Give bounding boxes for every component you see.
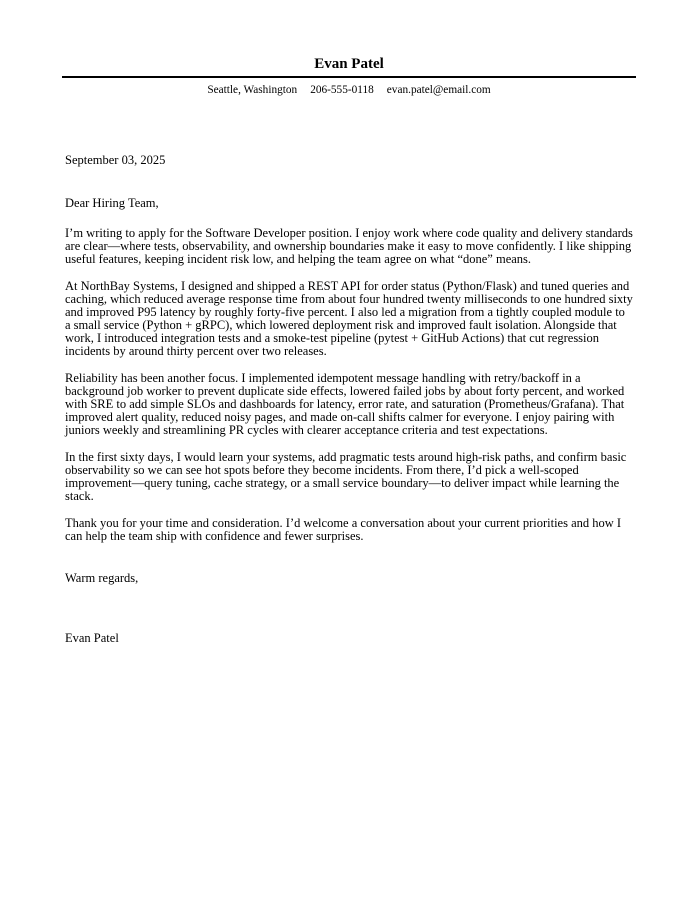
sender-name: Evan Patel <box>314 56 384 72</box>
signature-name: Evan Patel <box>65 631 119 645</box>
contact-email: evan.patel@email.com <box>386 84 491 96</box>
paragraph-plan: In the first sixty days, I would learn your systems, add pragmatic tests around high-risk paths, and confirm basic observability so we can see hot spots before they become incidents. From there, I’d pick a well-scoped improvement—query tuning, cache strategy, or a small service boundary—to deliver impact while learning the stack. <box>65 450 627 503</box>
contact-location: Seattle, Washington <box>207 84 298 96</box>
salutation: Dear Hiring Team, <box>65 196 159 210</box>
paragraph-experience: At NorthBay Systems, I designed and shipped a REST API for order status (Python/Flask) and tuned queries and caching, which reduced average response time from about four hundred twenty milliseconds to one hundred sixty and improved P95 latency by roughly forty-five percent. I also led a migration from a tightly coupled module to a small service (Python + gRPC), which lowered deployment risk and improved fault isolation. Alongside that work, I introduced integration tests and a smoke-test pipeline (pytest + GitHub Actions) that cut regression incidents by around thirty percent over two releases. <box>65 279 633 358</box>
letter-closing: Warm regards, <box>65 571 139 585</box>
letter-date: September 03, 2025 <box>65 153 166 167</box>
contact-line <box>65 84 633 97</box>
paragraph-intro: I’m writing to apply for the Software Developer position. I enjoy work where code quality and delivery standards are clear—where tests, observability, and ownership boundaries make it easy to move confidently. I like shipping useful features, keeping incident risk low, and helping the team agree on what “done” means. <box>65 226 633 266</box>
contact-phone: 206-555-0118 <box>310 84 374 96</box>
letter-body <box>65 227 633 543</box>
letter-header <box>65 57 633 97</box>
paragraph-reliability: Reliability has been another focus. I implemented idempotent message handling with retry/backoff in a background job worker to prevent duplicate side effects, lowered failed jobs by about forty percent, and worked with SRE to add simple SLOs and dashboards for latency, error rate, and saturation (Prometheus/Grafana). That improved alert quality, reduced noisy pages, and made on-call shifts calmer for everyone. I enjoy pairing with juniors weekly and streamlining PR cycles with clearer acceptance criteria and test expectations. <box>65 371 625 437</box>
header-rule <box>62 76 636 78</box>
paragraph-thanks: Thank you for your time and consideration. I’d welcome a conversation about your current priorities and how I can help the team ship with confidence and fewer surprises. <box>65 516 622 543</box>
